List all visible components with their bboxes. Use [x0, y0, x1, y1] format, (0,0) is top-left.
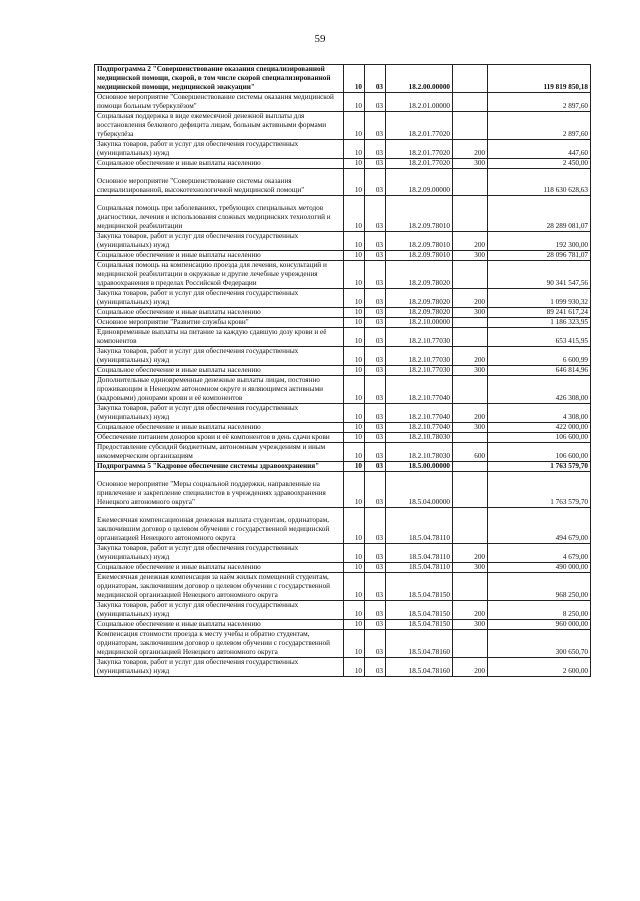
target-article-cell: 18.2.10.78030 — [386, 433, 453, 443]
subsection-cell: 03 — [365, 443, 386, 462]
subsection-cell: 03 — [365, 196, 386, 232]
section-cell: 10 — [344, 308, 365, 318]
amount-cell: 2 600,00 — [488, 658, 591, 677]
amount-cell: 90 341 547,56 — [488, 261, 591, 289]
target-article-cell: 18.2.10.77030 — [386, 347, 453, 366]
row-name-cell: Единовременные выплаты на питание за каждую сдавшую дозу крови и её компонентов — [95, 328, 344, 347]
table-row — [95, 93, 591, 112]
target-article-cell: 18.5.04.78160 — [386, 630, 453, 658]
row-name-cell: Социальная помощь на компенсацию проезда для лечения, консультаций и медицинской реабилитации в окружные и другие лечебные учреждения здравоохранения в пределах Российской Федерации — [95, 261, 344, 289]
table-row — [95, 544, 591, 563]
table-row — [95, 433, 591, 443]
section-cell: 10 — [344, 376, 365, 404]
row-name-cell: Социальное обеспечение и иные выплаты населению — [95, 563, 344, 573]
expense-type-cell — [453, 261, 488, 289]
amount-cell: 494 679,00 — [488, 508, 591, 544]
amount-cell: 653 415,95 — [488, 328, 591, 347]
amount-cell: 1 763 579,70 — [488, 472, 591, 508]
target-article-cell: 18.2.09.78020 — [386, 289, 453, 308]
amount-cell: 106 600,00 — [488, 443, 591, 462]
expense-type-cell: 200 — [453, 544, 488, 563]
target-article-cell: 18.5.04.78110 — [386, 508, 453, 544]
target-article-cell: 18.2.09.00000 — [386, 169, 453, 196]
expense-type-cell — [453, 169, 488, 196]
subsection-cell: 03 — [365, 630, 386, 658]
amount-cell: 6 600,99 — [488, 347, 591, 366]
subsection-cell: 03 — [365, 508, 386, 544]
subsection-cell: 03 — [365, 423, 386, 433]
amount-cell: 2 897,60 — [488, 93, 591, 112]
target-article-cell: 18.2.10.77040 — [386, 404, 453, 423]
expense-type-cell: 300 — [453, 563, 488, 573]
table-row — [95, 196, 591, 232]
amount-cell: 28 096 781,07 — [488, 251, 591, 261]
table-row — [95, 347, 591, 366]
target-article-cell: 18.5.04.78110 — [386, 563, 453, 573]
table-row — [95, 232, 591, 251]
row-name-cell: Социальная поддержка в виде ежемесячной денежной выплаты для восстановления белкового дефицита лицам, больным активными формами туберкулёза — [95, 112, 344, 140]
subsection-cell: 03 — [365, 573, 386, 601]
amount-cell: 89 241 617,24 — [488, 308, 591, 318]
expense-type-cell — [453, 462, 488, 472]
amount-cell: 426 308,00 — [488, 376, 591, 404]
section-cell: 10 — [344, 196, 365, 232]
target-article-cell: 18.5.04.78160 — [386, 658, 453, 677]
table-row — [95, 289, 591, 308]
target-article-cell: 18.2.10.77040 — [386, 376, 453, 404]
amount-cell: 4 679,00 — [488, 544, 591, 563]
target-article-cell: 18.5.04.78110 — [386, 544, 453, 563]
target-article-cell: 18.2.10.00000 — [386, 318, 453, 328]
amount-cell: 300 650,70 — [488, 630, 591, 658]
table-row — [95, 472, 591, 508]
amount-cell: 422 000,00 — [488, 423, 591, 433]
expense-type-cell: 200 — [453, 232, 488, 251]
target-article-cell: 18.2.00.00000 — [386, 65, 453, 93]
subsection-cell: 03 — [365, 563, 386, 573]
subsection-cell: 03 — [365, 404, 386, 423]
subsection-cell: 03 — [365, 159, 386, 169]
table-row — [95, 112, 591, 140]
table-row — [95, 404, 591, 423]
subsection-cell: 03 — [365, 620, 386, 630]
section-cell: 10 — [344, 347, 365, 366]
amount-cell: 447,60 — [488, 140, 591, 159]
row-name-cell: Социальная помощь при заболеваниях, требующих специальных методов диагностики, лечения и использования сложных медицинских технологий и медицинской реабилитации — [95, 196, 344, 232]
row-name-cell: Социальное обеспечение и иные выплаты населению — [95, 159, 344, 169]
expense-type-cell: 200 — [453, 404, 488, 423]
expense-type-cell: 300 — [453, 366, 488, 376]
expense-type-cell — [453, 112, 488, 140]
row-name-cell: Обеспечение питанием доноров крови и её компонентов в день сдачи крови — [95, 433, 344, 443]
subsection-cell: 03 — [365, 308, 386, 318]
row-name-cell: Предоставление субсидий бюджетным, автономным учреждениям и иным некоммерческим организациям — [95, 443, 344, 462]
expense-type-cell: 600 — [453, 443, 488, 462]
amount-cell: 1 763 579,70 — [488, 462, 591, 472]
subsection-cell: 03 — [365, 601, 386, 620]
subsection-cell: 03 — [365, 251, 386, 261]
table-row — [95, 376, 591, 404]
table-row — [95, 462, 591, 472]
table-row — [95, 630, 591, 658]
subsection-cell: 03 — [365, 544, 386, 563]
table-row — [95, 601, 591, 620]
section-cell: 10 — [344, 261, 365, 289]
target-article-cell: 18.2.10.77030 — [386, 328, 453, 347]
expense-type-cell: 200 — [453, 289, 488, 308]
amount-cell: 4 308,00 — [488, 404, 591, 423]
subsection-cell: 03 — [365, 318, 386, 328]
table-row — [95, 169, 591, 196]
section-cell: 10 — [344, 462, 365, 472]
amount-cell: 192 300,00 — [488, 232, 591, 251]
row-name-cell: Ежемесячная денежная компенсация за наём жилых помещений студентам, ординаторам, заключившим договор о целевом обучении с государственной медицинской организацией Ненецкого автономного округа — [95, 573, 344, 601]
amount-cell: 2 897,60 — [488, 112, 591, 140]
subsection-cell: 03 — [365, 93, 386, 112]
target-article-cell: 18.5.04.78150 — [386, 601, 453, 620]
target-article-cell: 18.2.10.78030 — [386, 443, 453, 462]
table-row — [95, 251, 591, 261]
expense-type-cell: 200 — [453, 601, 488, 620]
amount-cell: 28 289 081,07 — [488, 196, 591, 232]
expense-type-cell: 300 — [453, 423, 488, 433]
subsection-cell: 03 — [365, 462, 386, 472]
target-article-cell: 18.5.04.78150 — [386, 573, 453, 601]
expense-type-cell — [453, 65, 488, 93]
section-cell: 10 — [344, 423, 365, 433]
amount-cell: 106 600,00 — [488, 433, 591, 443]
expense-type-cell: 300 — [453, 159, 488, 169]
row-name-cell: Социальное обеспечение и иные выплаты населению — [95, 423, 344, 433]
row-name-cell: Основное мероприятие "Совершенствование системы оказания специализированной, высокотехнологичной медицинской помощи" — [95, 169, 344, 196]
row-name-cell: Закупка товаров, работ и услуг для обеспечения государственных (муниципальных) нужд — [95, 289, 344, 308]
subsection-cell: 03 — [365, 366, 386, 376]
table-row — [95, 318, 591, 328]
target-article-cell: 18.2.09.78020 — [386, 308, 453, 318]
section-cell: 10 — [344, 573, 365, 601]
section-cell: 10 — [344, 433, 365, 443]
amount-cell: 1 099 930,32 — [488, 289, 591, 308]
row-name-cell: Закупка товаров, работ и услуг для обеспечения государственных (муниципальных) нужд — [95, 658, 344, 677]
table-row — [95, 328, 591, 347]
expense-type-cell: 200 — [453, 658, 488, 677]
target-article-cell: 18.2.09.78020 — [386, 261, 453, 289]
row-name-cell: Социальное обеспечение и иные выплаты населению — [95, 366, 344, 376]
target-article-cell: 18.2.01.77020 — [386, 159, 453, 169]
section-cell: 10 — [344, 404, 365, 423]
target-article-cell: 18.2.01.00000 — [386, 93, 453, 112]
row-name-cell: Социальное обеспечение и иные выплаты населению — [95, 620, 344, 630]
expense-type-cell — [453, 508, 488, 544]
subsection-cell: 03 — [365, 140, 386, 159]
section-cell: 10 — [344, 366, 365, 376]
section-cell: 10 — [344, 232, 365, 251]
section-cell: 10 — [344, 289, 365, 308]
target-article-cell: 18.2.01.77020 — [386, 112, 453, 140]
section-cell: 10 — [344, 620, 365, 630]
amount-cell: 119 819 850,18 — [488, 65, 591, 93]
expense-type-cell: 200 — [453, 347, 488, 366]
subsection-cell: 03 — [365, 289, 386, 308]
target-article-cell: 18.5.04.00000 — [386, 472, 453, 508]
section-cell: 10 — [344, 601, 365, 620]
section-cell: 10 — [344, 472, 365, 508]
section-cell: 10 — [344, 169, 365, 196]
section-cell: 10 — [344, 508, 365, 544]
row-name-cell: Основное мероприятие "Меры социальной поддержки, направленные на привлечение и закрепление специалистов в учреждениях здравоохранения Ненецкого автономного округа" — [95, 472, 344, 508]
expense-type-cell: 300 — [453, 308, 488, 318]
subsection-cell: 03 — [365, 261, 386, 289]
section-cell: 10 — [344, 251, 365, 261]
subsection-cell: 03 — [365, 472, 386, 508]
section-cell: 10 — [344, 658, 365, 677]
target-article-cell: 18.2.10.77030 — [386, 366, 453, 376]
table-row — [95, 443, 591, 462]
amount-cell: 490 000,00 — [488, 563, 591, 573]
subsection-cell: 03 — [365, 65, 386, 93]
expense-type-cell — [453, 318, 488, 328]
row-name-cell: Социальное обеспечение и иные выплаты населению — [95, 308, 344, 318]
section-cell: 10 — [344, 443, 365, 462]
row-name-cell: Ежемесячная компенсационная денежная выплата студентам, ординаторам, заключившим договор о целевом обучении с государственной медицинской организацией Ненецкого автономного округа — [95, 508, 344, 544]
amount-cell: 646 814,96 — [488, 366, 591, 376]
amount-cell: 118 630 628,63 — [488, 169, 591, 196]
target-article-cell: 18.2.09.78010 — [386, 196, 453, 232]
subsection-cell: 03 — [365, 112, 386, 140]
row-name-cell: Закупка товаров, работ и услуг для обеспечения государственных (муниципальных) нужд — [95, 232, 344, 251]
budget-table-body — [95, 65, 591, 677]
expense-type-cell — [453, 376, 488, 404]
section-cell: 10 — [344, 328, 365, 347]
expense-type-cell — [453, 93, 488, 112]
section-cell: 10 — [344, 159, 365, 169]
table-row — [95, 423, 591, 433]
table-row — [95, 658, 591, 677]
row-name-cell: Компенсация стоимости проезда к месту учебы и обратно студентам, ординаторам, заключившим договор о целевом обучении с государственной медицинской организацией Ненецкого автономного округа — [95, 630, 344, 658]
table-row — [95, 620, 591, 630]
row-name-cell: Закупка товаров, работ и услуг для обеспечения государственных (муниципальных) нужд — [95, 347, 344, 366]
section-cell: 10 — [344, 318, 365, 328]
target-article-cell: 18.2.09.78010 — [386, 232, 453, 251]
section-cell: 10 — [344, 65, 365, 93]
section-cell: 10 — [344, 112, 365, 140]
subsection-cell: 03 — [365, 347, 386, 366]
subsection-cell: 03 — [365, 658, 386, 677]
page-number: 59 — [314, 33, 326, 45]
subsection-cell: 03 — [365, 232, 386, 251]
table-row — [95, 573, 591, 601]
amount-cell: 2 450,00 — [488, 159, 591, 169]
expense-type-cell: 200 — [453, 140, 488, 159]
row-name-cell: Основное мероприятие "Совершенствование системы оказания медицинской помощи больным туберкулёзом" — [95, 93, 344, 112]
table-row — [95, 140, 591, 159]
expense-type-cell — [453, 433, 488, 443]
amount-cell: 1 186 323,95 — [488, 318, 591, 328]
expense-type-cell — [453, 196, 488, 232]
section-cell: 10 — [344, 93, 365, 112]
target-article-cell: 18.5.00.00000 — [386, 462, 453, 472]
row-name-cell: Социальное обеспечение и иные выплаты населению — [95, 251, 344, 261]
row-name-cell: Закупка товаров, работ и услуг для обеспечения государственных (муниципальных) нужд — [95, 404, 344, 423]
table-row — [95, 308, 591, 318]
section-cell: 10 — [344, 630, 365, 658]
table-row — [95, 65, 591, 93]
table-row — [95, 159, 591, 169]
expense-type-cell: 300 — [453, 620, 488, 630]
row-name-cell: Закупка товаров, работ и услуг для обеспечения государственных (муниципальных) нужд — [95, 544, 344, 563]
expense-type-cell — [453, 573, 488, 601]
target-article-cell: 18.5.04.78150 — [386, 620, 453, 630]
row-name-cell: Закупка товаров, работ и услуг для обеспечения государственных (муниципальных) нужд — [95, 601, 344, 620]
section-cell: 10 — [344, 563, 365, 573]
amount-cell: 8 250,00 — [488, 601, 591, 620]
subsection-cell: 03 — [365, 328, 386, 347]
target-article-cell: 18.2.01.77020 — [386, 140, 453, 159]
amount-cell: 968 250,00 — [488, 573, 591, 601]
section-cell: 10 — [344, 544, 365, 563]
expense-type-cell — [453, 630, 488, 658]
subsection-cell: 03 — [365, 169, 386, 196]
row-name-cell: Дополнительные единовременные денежные выплаты лицам, постоянно проживающим в Ненецком автономном округе и являющимся активными (кадровыми) донорами крови и её компонентов — [95, 376, 344, 404]
budget-table — [94, 64, 591, 677]
table-row — [95, 508, 591, 544]
target-article-cell: 18.2.09.78010 — [386, 251, 453, 261]
table-row — [95, 366, 591, 376]
amount-cell: 960 000,00 — [488, 620, 591, 630]
subsection-cell: 03 — [365, 376, 386, 404]
row-name-cell: Подпрограмма 5 "Кадровое обеспечение системы здравоохранения" — [95, 462, 344, 472]
expense-type-cell: 300 — [453, 251, 488, 261]
table-row — [95, 563, 591, 573]
table-row — [95, 261, 591, 289]
section-cell: 10 — [344, 140, 365, 159]
expense-type-cell — [453, 472, 488, 508]
row-name-cell: Закупка товаров, работ и услуг для обеспечения государственных (муниципальных) нужд — [95, 140, 344, 159]
target-article-cell: 18.2.10.77040 — [386, 423, 453, 433]
expense-type-cell — [453, 328, 488, 347]
row-name-cell: Подпрограмма 2 "Совершенствование оказания специализированной медицинской помощи, скорой, в том числе скорой специализированной медицинской помощи, медицинской эвакуации" — [95, 65, 344, 93]
row-name-cell: Основное мероприятие "Развитие службы крови" — [95, 318, 344, 328]
subsection-cell: 03 — [365, 433, 386, 443]
